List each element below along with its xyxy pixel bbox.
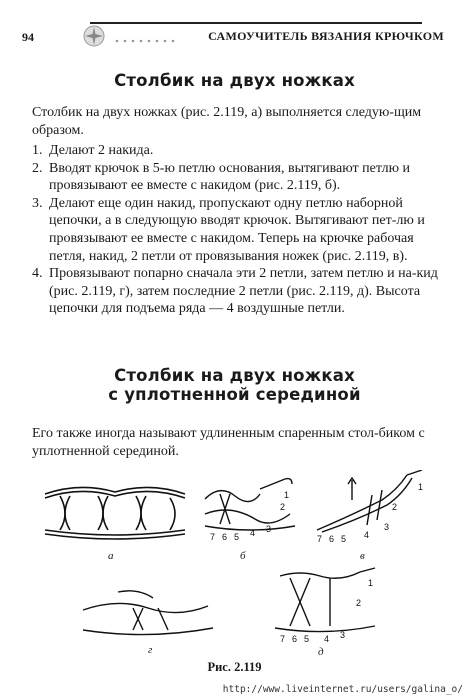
crochet-diagram-v: [312, 470, 432, 544]
diagram-number: 7: [280, 634, 286, 644]
header-rule: [90, 22, 422, 24]
diagram-number: 2: [392, 502, 398, 512]
footer-url: http://www.liveinternet.ru/users/galina_o/: [222, 684, 463, 695]
section-title-2: [0, 366, 469, 404]
diagram-number: 7: [317, 534, 323, 544]
figure-label-g: г: [148, 644, 153, 656]
diagram-number: 5: [341, 534, 347, 544]
diagram-number: 6: [222, 532, 228, 542]
figure-caption: Рис. 2.119: [207, 660, 262, 674]
diagram-number: 3: [340, 630, 346, 640]
list-item: 1. Делают 2 накида.: [32, 143, 154, 158]
diagram-number: 1: [418, 482, 424, 492]
running-title: САМОУЧИТЕЛЬ ВЯЗАНИЯ КРЮЧКОМ: [208, 29, 444, 43]
diagram-number: 2: [280, 502, 286, 512]
crochet-diagram-b: [200, 474, 300, 544]
list-item: 3. Делают еще один накид, пропускают одну петлю наборной цепочки, а в следующую вводят крючок. Вытягивают пет-лю и провязывают ее вместе с накидом. Теперь на крючке рабочая петля, накид, 2 петли от провязывания ножек (рис. 2.119, в).: [32, 195, 425, 264]
page-header: [22, 22, 444, 48]
diagram-number: 2: [356, 598, 362, 608]
diagram-number: 6: [329, 534, 335, 544]
figure-label-d: д: [318, 646, 324, 658]
ornament-icon: [82, 24, 106, 48]
section-title-2-line1: Столбик на двух ножках: [114, 366, 355, 385]
list-item: 4. Провязывают попарно сначала эти 2 петли, затем петлю и на-кид (рис. 2.119, г), затем последние 2 петли (рис. 2.119, д). Высота цепочки для подъема ряда — 4 воздушные петли.: [32, 266, 438, 317]
figure-label-a: а: [108, 550, 114, 562]
diagram-number: 4: [364, 530, 370, 540]
diagram-number: 6: [292, 634, 298, 644]
diagram-number: 1: [368, 578, 374, 588]
crochet-diagram-a: [40, 474, 190, 544]
figure-label-b: б: [240, 550, 246, 562]
diagram-number: 5: [304, 634, 310, 644]
diagram-number: 4: [324, 634, 330, 644]
diagram-number: 7: [210, 532, 216, 542]
diagram-number: 4: [250, 528, 256, 538]
steps-list: [32, 142, 448, 318]
figure-label-v: в: [360, 550, 365, 562]
section-title: Столбик на двух ножках: [114, 71, 355, 90]
section-title-2-line2: с уплотненной серединой: [108, 385, 361, 404]
list-item: 2. Вводят крючок в 5-ю петлю основания, вытягивают петлю и провязывают ее вместе с накидом (рис. 2.119, б).: [32, 160, 411, 194]
page-number: 94: [22, 30, 34, 44]
crochet-diagram-g: [78, 588, 218, 644]
diagram-number: 1: [284, 490, 290, 500]
intro-paragraph: Столбик на двух ножках (рис. 2.119, а) выполняется следую-щим образом.: [32, 105, 422, 138]
diagram-number: 5: [234, 532, 240, 542]
dotted-ornament-icon: [114, 38, 214, 44]
section2-paragraph: Его также иногда называют удлиненным спаренным стол-биком с уплотненной серединой.: [32, 426, 425, 459]
diagram-number: 3: [266, 524, 272, 534]
diagram-number: 3: [384, 522, 390, 532]
crochet-diagram-d: [270, 566, 380, 646]
